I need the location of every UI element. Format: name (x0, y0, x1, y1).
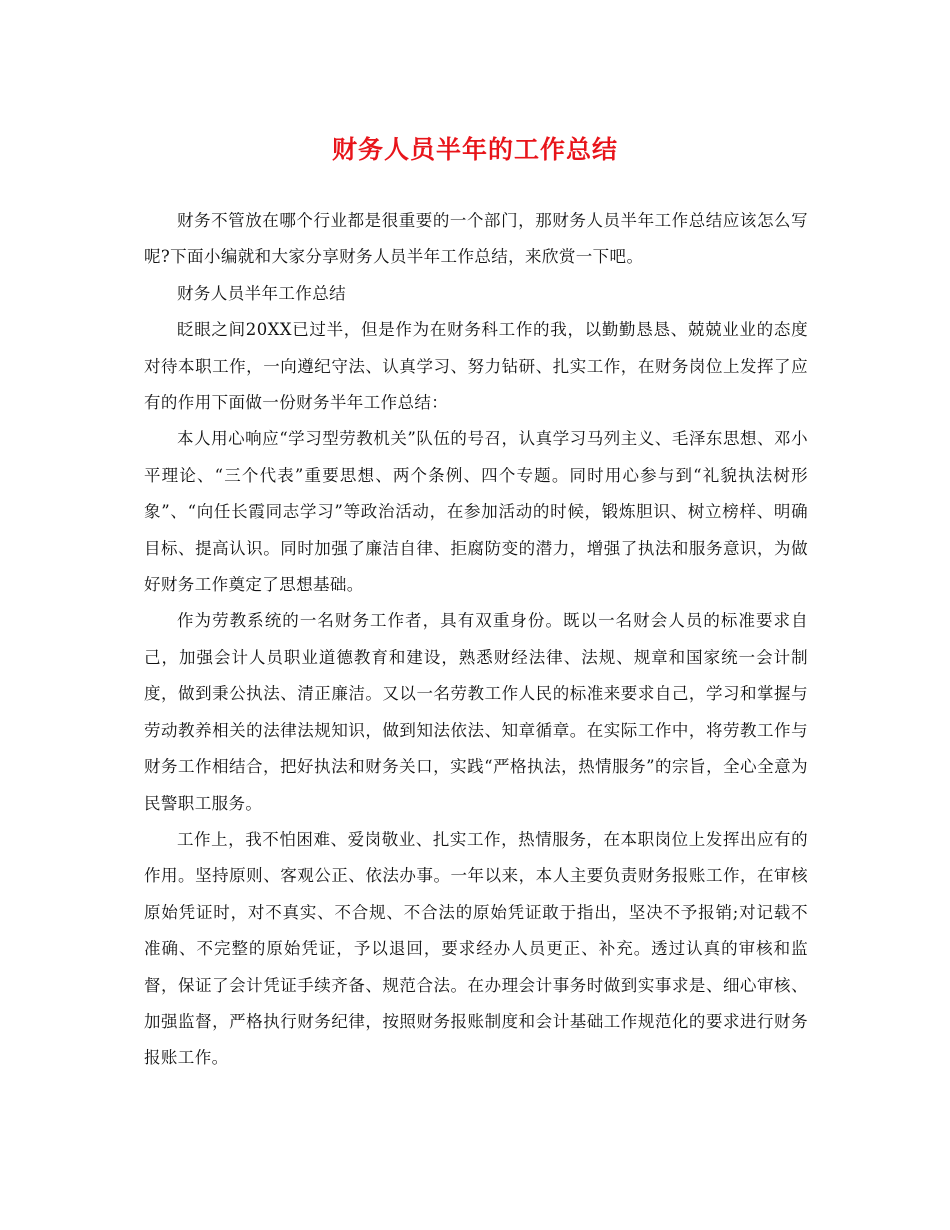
paragraph-intro: 财务不管放在哪个行业都是很重要的一个部门，那财务人员半年工作总结应该怎么写呢?下面小编就和大家分享财务人员半年工作总结，来欣赏一下吧。 (144, 211, 808, 267)
paragraph-opening: 眨眼之间20XX已过半，但是作为在财务科工作的我，以勤勤恳恳、兢兢业业的态度对待本职工作，一向遵纪守法、认真学习、努力钻研、扎实工作，在财务岗位上发挥了应有的作用下面做一份财务半年工作总结： (144, 320, 808, 413)
paragraph-work: 工作上，我不怕困难、爱岗敬业、扎实工作，热情服务，在本职岗位上发挥出应有的作用。坚持原则、客观公正、依法办事。一年以来，本人主要负责财务报账工作，在审核原始凭证时，对不真实、不合规、不合法的原始凭证敢于指出，坚决不予报销;对记载不准确、不完整的原始凭证，予以退回，要求经办人员更正、补充。透过认真的审核和监督，保证了会计凭证手续齐备、规范合法。在办理会计事务时做到实事求是、细心审核、加强监督，严格执行财务纪律，按照财务报账制度和会计基础工作规范化的要求进行财务报账工作。 (144, 829, 808, 1068)
paragraph-identity: 作为劳教系统的一名财务工作者，具有双重身份。既以一名财会人员的标准要求自己，加强会计人员职业道德教育和建设，熟悉财经法律、法规、规章和国家统一会计制度，做到秉公执法、清正廉洁。又以一名劳教工作人民的标准来要求自己，学习和掌握与劳动教养相关的法律法规知识，做到知法依法、知章循章。在实际工作中，将劳教工作与财务工作相结合，把好执法和财务关口，实践“严格执法，热情服务”的宗旨，全心全意为民警职工服务。 (144, 611, 808, 813)
document-body (144, 203, 808, 1077)
document-title: 财务人员半年的工作总结 (331, 135, 618, 164)
paragraph-subheading: 财务人员半年工作总结 (177, 283, 346, 303)
paragraph-study: 本人用心响应“学习型劳教机关”队伍的号召，认真学习马列主义、毛泽东思想、邓小平理论、“三个代表”重要思想、两个条例、四个专题。同时用心参与到“礼貌执法树形象”、“向任长霞同志学习”等政治活动，在参加活动的时候，锻炼胆识、树立榜样、明确目标、提高认识。同时加强了廉洁自律、拒腐防变的潜力，增强了执法和服务意识，为做好财务工作奠定了思想基础。 (144, 429, 808, 595)
